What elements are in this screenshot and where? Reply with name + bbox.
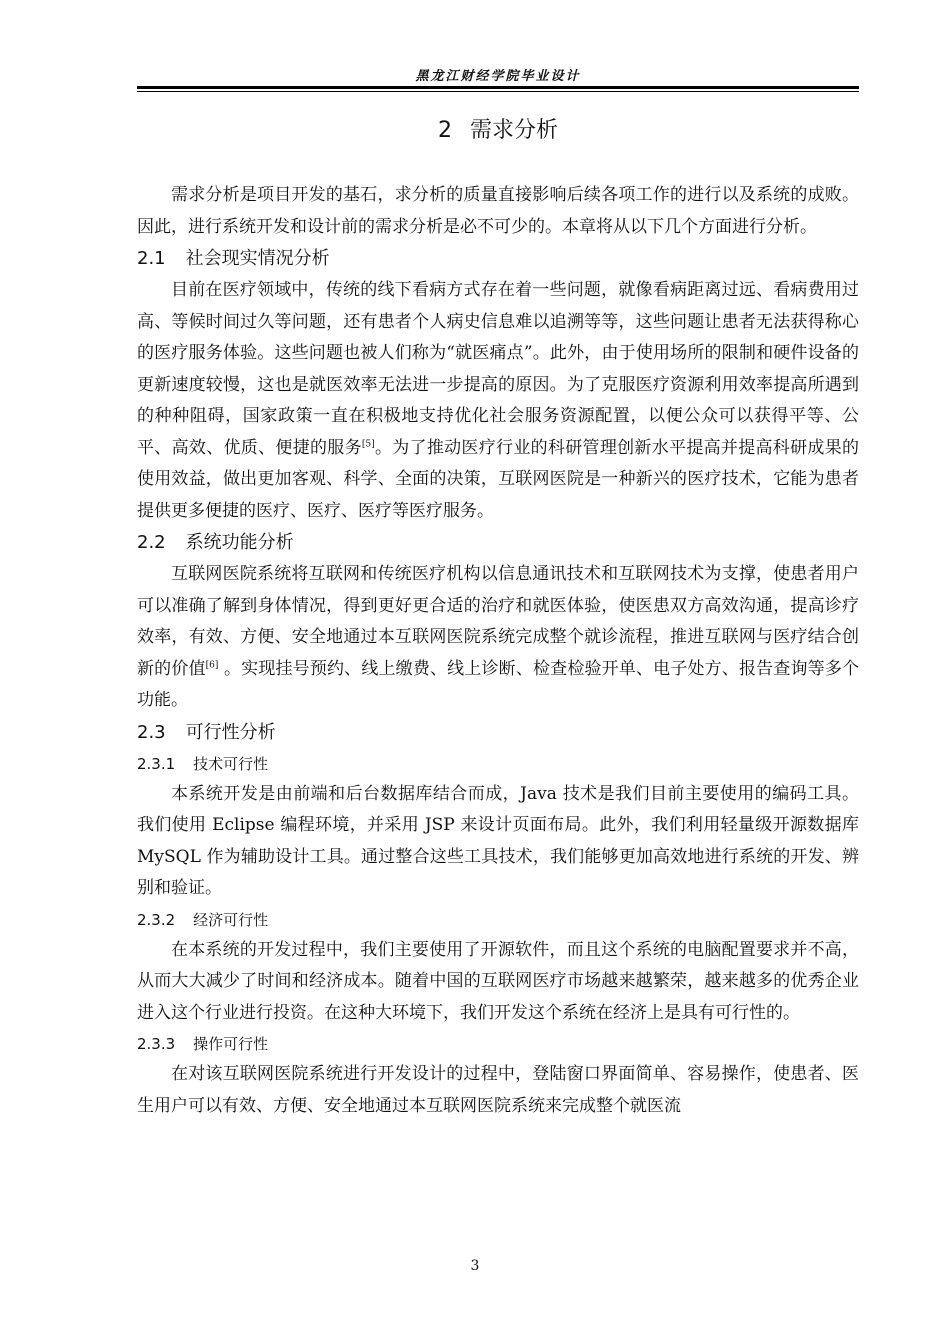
citation-ref: [5] [361, 438, 375, 449]
subsection-heading-2-3-2 [137, 905, 859, 935]
chapter-number: 2 [437, 118, 452, 143]
page-content [137, 112, 859, 1122]
section-heading-2-1 [137, 243, 859, 275]
paragraph-text: 互联网医院系统将互联网和传统医疗机构以信息通讯技术和互联网技术为支撑，使患者用户可以准确了解到身体情况，得到更好更合适的治疗和就医体验，使医患双方高效沟通，提高诊疗效率，有效、方便、安全地通过本互联网医院系统完成整个就诊流程，推进互联网与医疗结合创新的价值 [137, 564, 859, 679]
subsection-number: 2.3.3 [137, 1035, 176, 1053]
paragraph-text: 目前在医疗领域中，传统的线下看病方式存在着一些问题，就像看病距离过远、看病费用过高、等候时间过久等问题，还有患者个人病史信息难以追溯等等，这些问题让患者无法获得称心的医疗服务体验。这些问题也被人们称为“就医痛点”。此外，由于使用场所的限制和硬件设备的更新速度较慢，这也是就医效率无法进一步提高的原因。为了克服医疗资源利用效率提高所遇到的种种阻碍，国家政策一直在积极地支持优化社会服务资源配置，以便公众可以获得平等、公平、高效、优质、便捷的服务 [137, 280, 859, 458]
section-2-2-paragraph [137, 559, 859, 717]
subsection-2-3-2-paragraph: 在本系统的开发过程中，我们主要使用了开源软件，而且这个系统的电脑配置要求并不高，从而大大减少了时间和经济成本。随着中国的互联网医疗市场越来越繁荣，越来越多的优秀企业进入这个行业进行投资。在这种大环境下，我们开发这个系统在经济上是具有可行性的。 [137, 939, 859, 1023]
section-title: 可行性分析 [185, 721, 276, 743]
chapter-intro-paragraph: 需求分析是项目开发的基石，求分析的质量直接影响后续各项工作的进行以及系统的成败。因此，进行系统开发和设计前的需求分析是必不可少的。本章将从以下几个方面进行分析。 [137, 185, 859, 237]
subsection-title: 操作可行性 [193, 1035, 269, 1053]
header-rule-thin [137, 91, 859, 92]
section-heading-2-2 [137, 527, 859, 559]
section-number: 2.1 [137, 248, 166, 269]
paragraph-text: 。实现挂号预约、线上缴费、线上诊断、检查检验开单、电子处方、报告查询等多个功能。 [137, 658, 860, 710]
section-number: 2.2 [137, 532, 166, 553]
section-title: 系统功能分析 [185, 532, 294, 553]
citation-ref: [6] [205, 659, 219, 670]
section-number: 2.3 [137, 721, 166, 743]
subsection-heading-2-3-3 [137, 1029, 859, 1059]
subsection-title: 技术可行性 [193, 754, 269, 773]
chapter-title [137, 112, 859, 150]
header-rule-thick [137, 86, 859, 89]
section-heading-2-3 [137, 717, 859, 749]
paragraph-text: 。为了推动医疗行业的科研管理创新水平提高并提高科研成果的使用效益，做出更加客观、科学、全面的决策，互联网医院是一种新兴的医疗技术，它能为患者提供更多便捷的医疗、医疗、医疗等医疗服务。 [137, 437, 860, 521]
section-title: 社会现实情况分析 [185, 248, 330, 269]
subsection-title: 经济可行性 [193, 910, 269, 929]
subsection-2-3-3-paragraph: 在对该互联网医院系统进行开发设计的过程中，登陆窗口界面简单、容易操作，使患者、医生用户可以有效、方便、安全地通过本互联网医院系统来完成整个就医流 [137, 1064, 859, 1116]
subsection-number: 2.3.1 [137, 754, 176, 773]
page-number: 3 [470, 1258, 480, 1274]
subsection-2-3-1-paragraph: 本系统开发是由前端和后台数据库结合而成，Java 技术是我们目前主要使用的编码工具。我们使用 Eclipse 编程环境，并采用 JSP 来设计页面布局。此外，我们利用轻量级开源数据库 MySQL 作为辅助设计工具。通过整合这些工具技术，我们能够更加高效地进行系统的开发、辨别和验证。 [137, 783, 859, 898]
subsection-heading-2-3-1 [137, 749, 859, 779]
section-2-1-paragraph [137, 275, 859, 527]
running-header: 黑龙江财经学院毕业设计 [415, 69, 581, 84]
subsection-number: 2.3.2 [137, 910, 176, 929]
chapter-title-text: 需求分析 [469, 118, 558, 143]
